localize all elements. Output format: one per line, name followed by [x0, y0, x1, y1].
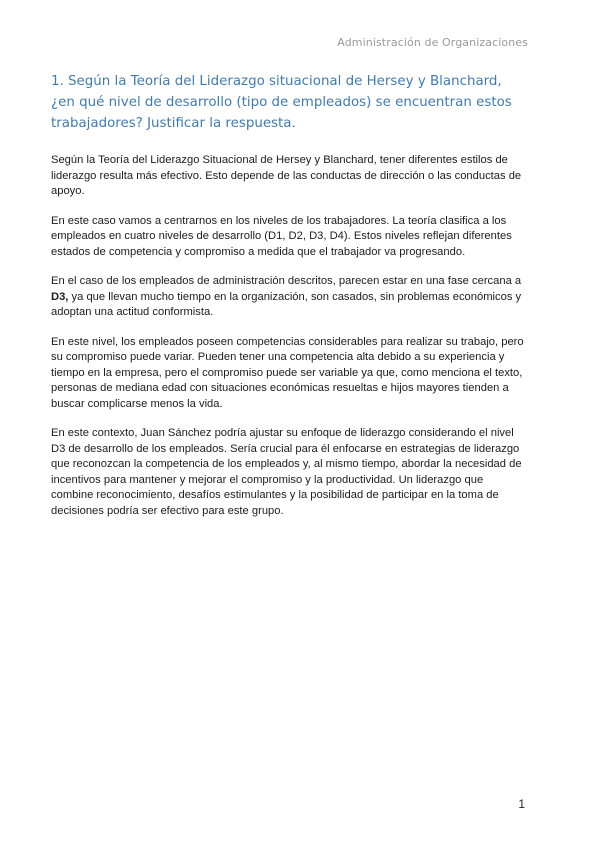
paragraph-d3-rest: ya que llevan mucho tiempo en la organización, son casados, sin problemas económicos y adoptan una actitud conformista. — [51, 290, 522, 318]
d3-emphasis: D3, — [51, 290, 69, 303]
question-heading: 1. Según la Teoría del Liderazgo situacional de Hersey y Blanchard, ¿en qué nivel de desarrollo (tipo de empleados) se encuentran estos trabajadores? Justificar la respuesta. — [51, 74, 512, 131]
page-number: 1 — [518, 797, 525, 811]
running-header: Administración de Organizaciones — [337, 36, 528, 49]
paragraph-level-explanation: En este nivel, los empleados poseen competencias considerables para realizar su trabajo, pero su compromiso puede variar. Pueden tener una competencia alta debido a su experiencia y tiempo en la empresa, pero el compromiso puede ser variable ya que, como menciona el texto, personas de mediana edad con situaciones económicas resueltas e hijos mayores tienden a buscar complicarse menos la vida. — [51, 335, 524, 410]
paragraph-leadership-approach: En este contexto, Juan Sánchez podría ajustar su enfoque de liderazgo considerando el nivel D3 de desarrollo de los empleados. Sería crucial para él enfocarse en estrategias de liderazgo que reconozcan la competencia de los empleados y, al mismo tiempo, abordar la necesidad de incentivos para mantener y mejorar el compromiso y la productividad. Un liderazgo que combine reconocimiento, desafíos estimulantes y la posibilidad de participar en la toma de decisiones podría ser efectivo para este grupo. — [51, 427, 522, 517]
paragraph-development-levels: En este caso vamos a centrarnos en los niveles de los trabajadores. La teoría clasifica a los empleados en cuatro niveles de desarrollo (D1, D2, D3, D4). Estos niveles reflejan diferentes estados de competencia y compromiso a medida que el trabajador va progresando. — [51, 214, 512, 258]
paragraph-d3-assessment — [51, 274, 527, 321]
document-body — [51, 71, 527, 533]
paragraph-intro: Según la Teoría del Liderazgo Situacional de Hersey y Blanchard, tener diferentes estilos de liderazgo resulta más efectivo. Esto depende de las conductas de dirección o las conductas de apoyo. — [51, 154, 522, 197]
paragraph-d3-lead: En el caso de los empleados de administración descritos, parecen estar en una fase cercana a — [51, 275, 522, 287]
